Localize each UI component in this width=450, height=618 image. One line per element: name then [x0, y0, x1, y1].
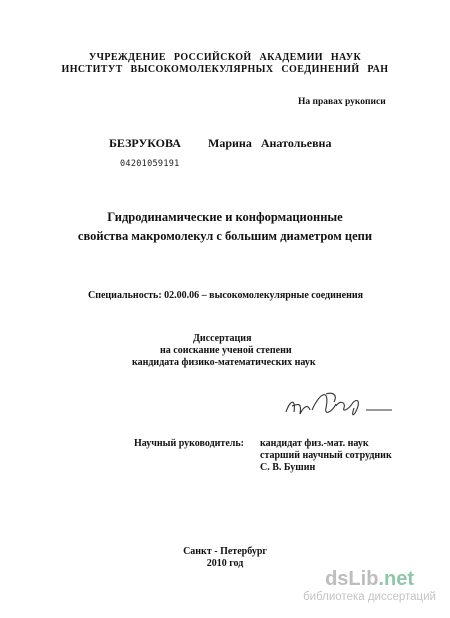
year: 2010 год: [206, 558, 244, 569]
watermark-logo-main: dsLib: [325, 568, 379, 590]
author-name: Марина Анатольевна: [208, 136, 332, 150]
degree-field: кандидата физико-математических наук: [132, 357, 316, 368]
degree-line: на соискание ученой степени: [160, 345, 292, 356]
institution-line-2: ИНСТИТУТ ВЫСОКОМОЛЕКУЛЯРНЫХ СОЕДИНЕНИЙ РАН: [61, 64, 389, 75]
signature: [268, 386, 408, 426]
rights-note: На правах рукописи: [298, 97, 386, 107]
registration-code: 04201059191: [120, 159, 180, 169]
signature-handwriting: [268, 386, 408, 426]
advisor-position: старший научный сотрудник: [260, 450, 392, 461]
dissertation-label: Диссертация: [193, 333, 252, 344]
watermark-subtitle: библиотека диссертаций: [303, 591, 436, 603]
watermark-logo-suffix: .net: [378, 568, 414, 590]
watermark-logo: [303, 568, 436, 590]
advisor-label: Научный руководитель:: [134, 438, 244, 449]
specialty: Специальность: 02.00.06 – высокомолекулярные соединения: [88, 290, 364, 301]
thesis-title-line-1: Гидродинамические и конформационные: [107, 210, 343, 224]
advisor-name: С. В. Бушин: [260, 462, 316, 473]
author-surname: БЕЗРУКОВА: [109, 136, 181, 150]
thesis-title-line-2: свойства макромолекул с большим диаметром цепи: [77, 229, 373, 243]
watermark: [303, 568, 436, 604]
city: Санкт - Петербург: [183, 546, 267, 557]
institution-line-1: УЧРЕЖДЕНИЕ РОССИЙСКОЙ АКАДЕМИИ НАУК: [88, 52, 362, 63]
advisor-degree: кандидат физ.-мат. наук: [260, 438, 369, 449]
